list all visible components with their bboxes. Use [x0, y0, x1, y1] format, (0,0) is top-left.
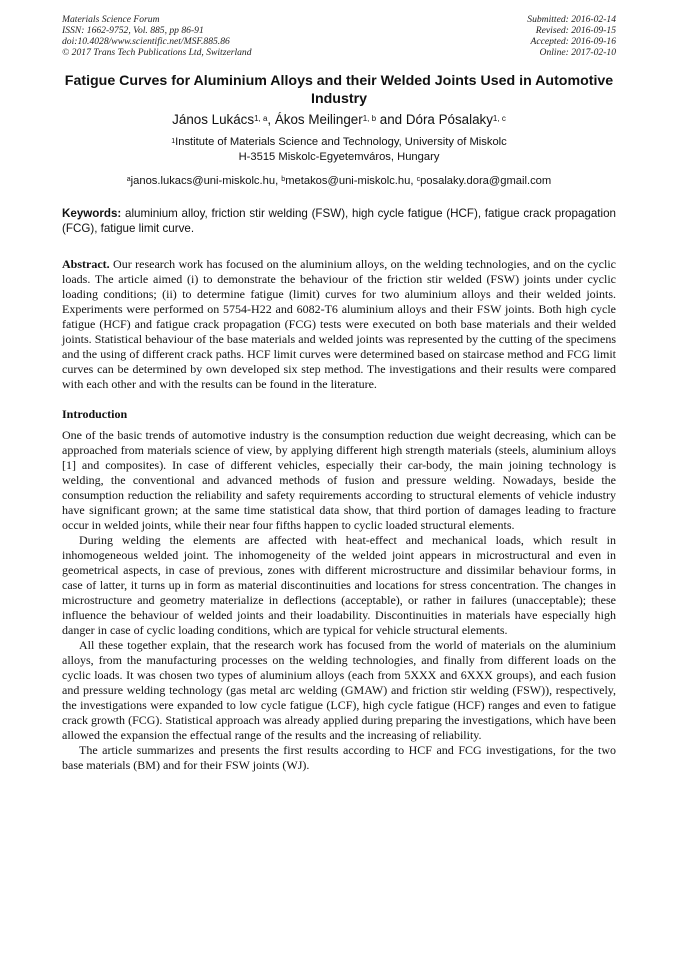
affiliation-line-2: H-3515 Miskolc-Egyetemváros, Hungary	[238, 151, 440, 163]
affiliation-line-1: $^1$Institute of Materials Science and Technology, University of Miskolc	[171, 136, 507, 148]
email-superscript: a	[126, 176, 131, 183]
author-name: Dóra Pósalaky	[405, 112, 493, 127]
journal-info	[62, 14, 252, 58]
abstract	[62, 257, 616, 392]
accepted-date: Accepted: 2016-09-16	[530, 36, 616, 47]
keywords	[62, 206, 616, 236]
paragraph: One of the basic trends of automotive industry is the consumption reduction due weight decreasing, which can be approached from materials science of view, by applying different high strength materials (steels, aluminium alloys [1] and composites). In case of different vehicles, especially their car-body, the main joining technology is welding, the conventional and advanced methods of fusion and pressure welding. Nowadays, beside the consumption reduction the reliability and safety requirements according to structural elements of vehicle industry have significant grown; at the same time statistical data show, that third portion of damages leading to fracture occur in welded joints, while their near four fifths happen to cyclic loaded structural elements.	[62, 428, 616, 532]
author-separator: and	[376, 112, 406, 127]
submission-dates	[527, 14, 616, 58]
journal-issn: ISSN: 1662-9752, Vol. 885, pp 86-91	[62, 25, 204, 36]
author-name: Ákos Meilinger	[274, 112, 363, 127]
paper-title: Fatigue Curves for Aluminium Alloys and their Welded Joints Used in Automotive Industry	[64, 73, 614, 107]
email-superscript: b	[281, 176, 286, 183]
journal-copyright: © 2017 Trans Tech Publications Ltd, Switzerland	[62, 47, 252, 58]
online-date: Online: 2017-02-10	[539, 47, 616, 58]
email-link[interactable]: janos.lukacs@uni-miskolc.hu	[130, 175, 276, 187]
abstract-label: Abstract.	[62, 257, 110, 271]
affiliation-superscript: 1	[171, 138, 176, 145]
author-superscript: 1, a	[254, 114, 268, 123]
submitted-date: Submitted: 2016-02-14	[527, 14, 616, 25]
keywords-label: Keywords:	[62, 207, 122, 220]
email-list: $^a$janos.lukacs@uni-miskolc.hu, $^b$metakos@uni-miskolc.hu, $^c$posalaky.dora@gmail.com	[126, 175, 552, 187]
journal-header	[62, 14, 616, 58]
paragraph: The article summarizes and presents the first results according to HCF and FCG investigations, for the two base materials (BM) and for their FSW joints (WJ).	[62, 743, 616, 772]
author-name: János Lukács	[172, 112, 255, 127]
author-superscript: 1, b	[362, 114, 377, 123]
journal-doi: doi:10.4028/www.scientific.net/MSF.885.86	[62, 36, 230, 47]
keywords-text: aluminium alloy, friction stir welding (FSW), high cycle fatigue (HCF), fatigue crack propagation (FCG), fatigue limit curve.	[62, 207, 616, 235]
email-link[interactable]: metakos@uni-miskolc.hu	[285, 175, 411, 187]
revised-date: Revised: 2016-09-15	[535, 25, 616, 36]
paragraph: All these together explain, that the research work has focused from the world of materials on the aluminium alloys, from the manufacturing processes on the welding technologies, and finally from different loads on the cyclic loads. It was chosen two types of aluminium alloys (each from 5XXX and 6XXX groups), and each fusion and pressure welding technology (gas metal arc welding (GMAW) and friction stir welding (FSW)), respectively, the investigations were expanded to low cycle fatigue (LCF), high cycle fatigue (HCF) ranges and even to fatigue crack growth (FCG). Statistical approach was already applied during preparing the investigations, which have been allowed the expansion the effectual range of the results and the increasing of reliability.	[62, 638, 616, 742]
email-link[interactable]: posalaky.dora@gmail.com	[420, 175, 552, 187]
section-heading-introduction: Introduction	[62, 407, 128, 421]
journal-name: Materials Science Forum	[62, 14, 160, 25]
author-list	[62, 111, 616, 128]
paragraph: During welding the elements are affected with heat-effect and mechanical loads, which result in inhomogeneous welded joint. The inhomogeneity of the welded joint appears in microstructural and even in geometrical aspects, in case of previous, zones with different microstructure and dissimilar behaviour forms, in case of latter, it turns up in form as material discontinuities and locations for stress concentration. The changes in microstructure and geometry materialize in deflections (acceptable), or rather in failures (unacceptable); these influence the behaviour of welded joints and their loadability. Discontinuities in materials have especially high danger in case of cyclic loading conditions, which are typical for vehicle structural elements.	[62, 533, 616, 637]
email-superscript: c	[416, 176, 421, 183]
abstract-text: Our research work has focused on the aluminium alloys, on the welding technologies, and on the cyclic loads. The article aimed (i) to demonstrate the behaviour of the friction stir welded (FSW) joints under cyclic loading conditions; (ii) to determine fatigue (limit) curves for two aluminium alloys and their welded joints. Experiments were performed on 5754-H22 and 6082-T6 aluminium alloys and their FSW joints. Both high cycle fatigue (HCF) and fatigue crack propagation (FCG) tests were executed on both base materials and their welded joints. Statistical behaviour of the base materials and welded joints was represented by the cutting of the specimens and the using of different crack paths. HCF limit curves were determined based on staircase method and FCG limit curves can be determined by own developed six step method. The investigations and their results were compared with each other and with the results can be found in the literature.	[62, 257, 616, 391]
author-superscript: 1, c	[492, 114, 506, 123]
author-separator: ,	[267, 112, 275, 127]
affiliation	[62, 135, 616, 165]
